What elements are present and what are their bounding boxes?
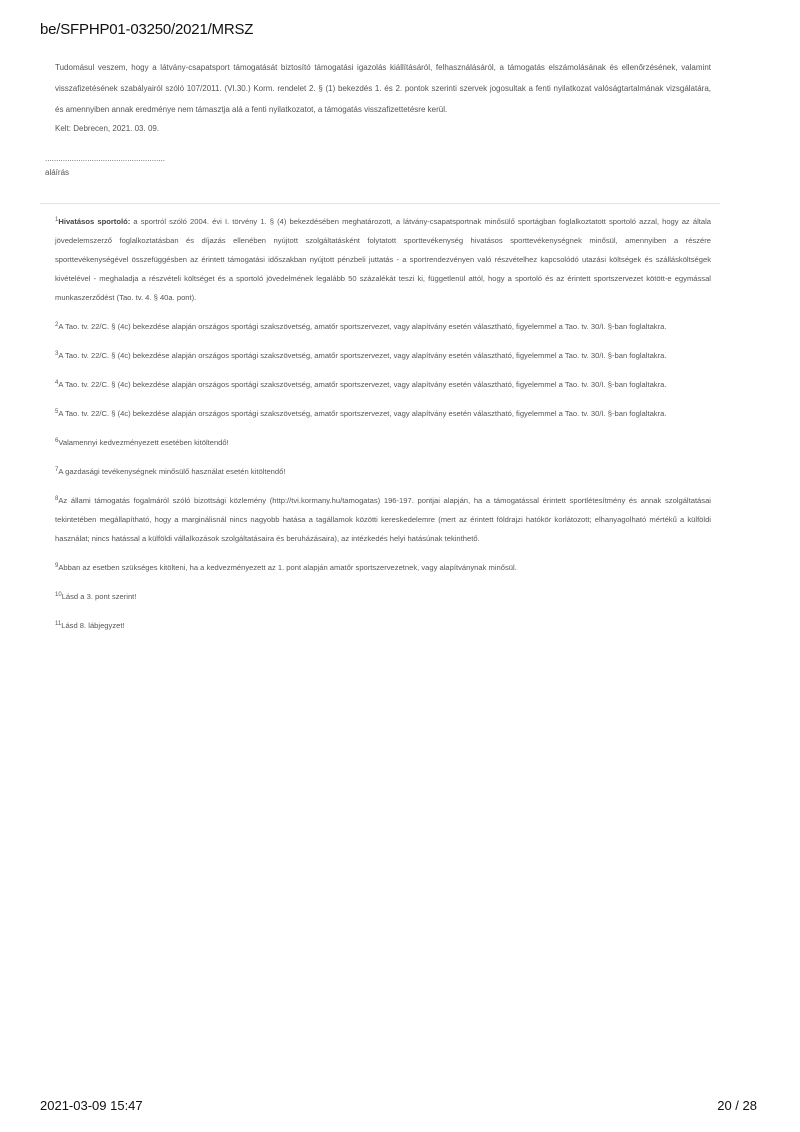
footnote xyxy=(55,346,711,365)
footnote xyxy=(55,404,711,423)
footnotes-section xyxy=(55,212,711,645)
footnote-text: Lásd 8. lábjegyzet! xyxy=(61,621,125,630)
signature-label: aláírás xyxy=(45,168,70,177)
footnote xyxy=(55,462,711,481)
footnote xyxy=(55,433,711,452)
signature-line: ...................................................... xyxy=(45,154,166,163)
footnote-text: A Tao. tv. 22/C. § (4c) bekezdése alapján országos sportági szakszövetség, amatőr sportszervezet, vagy alapítvány esetén választható, figyelemmel a Tao. tv. 30/I. §-ban foglaltakra. xyxy=(58,351,667,360)
footnote-number: 3 xyxy=(55,351,59,357)
footnote-text: A Tao. tv. 22/C. § (4c) bekezdése alapján országos sportági szakszövetség, amatőr sportszervezet, vagy alapítvány esetén választható, figyelemmel a Tao. tv. 30/I. §-ban foglaltakra. xyxy=(58,380,667,389)
footnote-text: A Tao. tv. 22/C. § (4c) bekezdése alapján országos sportági szakszövetség, amatőr sportszervezet, vagy alapítvány esetén választható, figyelemmel a Tao. tv. 30/I. §-ban foglaltakra. xyxy=(58,409,667,418)
document-id: be/SFPHP01-03250/2021/MRSZ xyxy=(40,21,254,38)
acknowledgement-statement: Tudomásul veszem, hogy a látvány-csapatsport támogatását biztosító támogatási igazolás kiállításáról, felhasználásáról, a támogatás elszámolásának és ellenőrzésének, valamint visszafizetésének szabályairól szóló 107/2011. (VI.30.) Korm. rendelet 2. § (1) bekezdés 1. és 2. pontok szerinti szervek jogosultak a fenti nyilatkozat valóságtartalmának vizsgálatára, és amennyiben annak eredménye nem támasztja alá a fenti nyilatkozatot, a támogatás visszafizettetésre kerül. xyxy=(55,63,711,114)
footnote xyxy=(55,212,711,307)
footnote-number: 11 xyxy=(55,621,62,627)
divider xyxy=(40,203,720,204)
footnote-text: Az állami támogatás fogalmáról szóló bizottsági közlemény (http://tvi.kormany.hu/tamogatas) 196-197. pontjai alapján, ha a támogatással érintett sportlétesítmény és annak szolgáltatásai tekintetében megállapítható, hogy a marginálisnál nincs nagyobb hatása a tagállamok közötti kereskedelemre (mert az érintett földrajzi hatókör korlátozott; elhanyagolható mértékű a külföldi használat; nincs hatással a külföldi vállalkozások szolgáltatásaira és beruházásaira), az intézkedés helyi hatásúnak tekinthető. xyxy=(55,496,711,543)
footnote-number: 10 xyxy=(55,592,62,598)
footnote-text: a sportról szóló 2004. évi I. törvény 1. § (4) bekezdésében meghatározott, a látvány-csapatsportnak minősülő sportágban foglalkoztatott sportoló azzal, hogy az általa jövedelemszerző foglalkoztatásban és díjazás ellenében nyújtott szolgáltatásként folytatott sporttevékenység hivatásos sporttevékenységnek minősül, amennyiben a részére sporttevékenységével összefüggésben az érintett támogatási időszakban nyújtott pénzbeli juttatás - a sportrendezvényen való részvételhez kapcsolódó utazási költségek és szállásköltségek kivételével - meghaladja a részvételi költséget és a sportoló jövedelmének legalább 50 százalékát teszi ki, függetlenül attól, hogy a sportoló és az érintett sportszervezet kötött-e egymással munkaszerződést (Tao. tv. 4. § 40a. pont). xyxy=(55,217,711,302)
footnote xyxy=(55,317,711,336)
footnote-text: Valamennyi kedvezményezett esetében kitöltendő! xyxy=(58,438,229,447)
footnote xyxy=(55,616,711,635)
footnote-text: A Tao. tv. 22/C. § (4c) bekezdése alapján országos sportági szakszövetség, amatőr sportszervezet, vagy alapítvány esetén választható, figyelemmel a Tao. tv. 30/I. §-ban foglaltakra. xyxy=(58,322,667,331)
footnote xyxy=(55,491,711,548)
footnote-number: 8 xyxy=(55,496,59,502)
footnote-text: Abban az esetben szükséges kitölteni, ha a kedvezményezett az 1. pont alapján amatőr sportszervezetnek, vagy alapítványnak minősül. xyxy=(58,563,517,572)
footnote xyxy=(55,375,711,394)
date-place-line: Kelt: Debrecen, 2021. 03. 09. xyxy=(55,124,160,133)
footnote-number: 2 xyxy=(55,322,59,328)
footnote xyxy=(55,587,711,606)
footnote-text: A gazdasági tevékenységnek minősülő használat esetén kitöltendő! xyxy=(58,467,286,476)
footnote-number: 1 xyxy=(55,217,59,223)
footnote-number: 6 xyxy=(55,438,59,444)
footer-timestamp: 2021-03-09 15:47 xyxy=(40,1098,143,1113)
footnote-number: 7 xyxy=(55,467,59,473)
footnote-number: 5 xyxy=(55,409,59,415)
page-number: 20 / 28 xyxy=(717,1098,757,1113)
footnote-term: Hivatásos sportoló: xyxy=(58,217,131,226)
footnote xyxy=(55,558,711,577)
footnote-number: 9 xyxy=(55,563,59,569)
footnote-text: Lásd a 3. pont szerint! xyxy=(61,592,137,601)
footnote-number: 4 xyxy=(55,380,59,386)
